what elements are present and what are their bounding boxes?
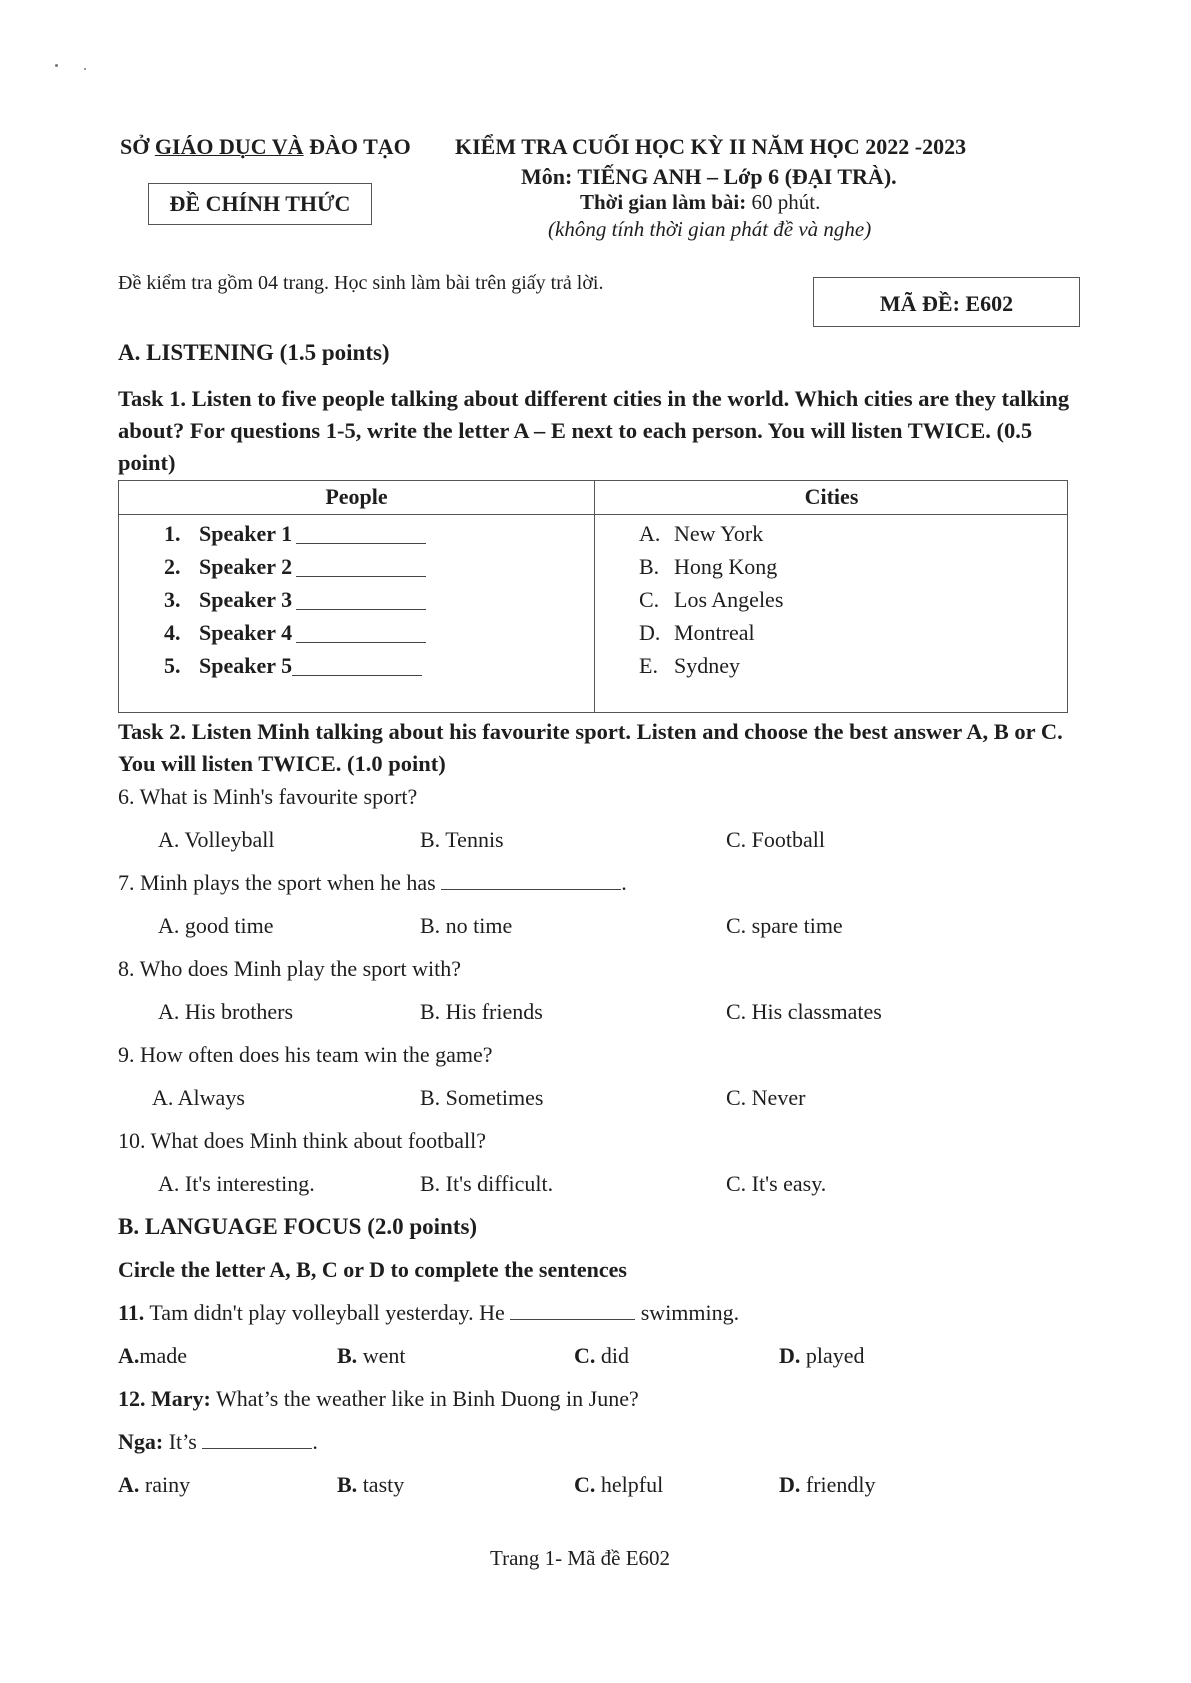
section-b-title: B. LANGUAGE FOCUS (2.0 points) [118,1214,478,1239]
city-row: A. New York [639,520,764,546]
section-b-instruction: Circle the letter A, B, C or D to complete the sentences [118,1257,627,1282]
option-b[interactable]: B. tasty [337,1472,405,1497]
city-list [639,517,783,682]
option-c[interactable]: C. Never [726,1085,806,1110]
option-c[interactable]: C. did [574,1343,630,1368]
task1-instructions: Task 1. Listen to five people talking about different cities in the world. Which cities are they talking about? For questions 1-5, write the letter A – E next to each person. You will listen TWICE. (0.5 point) [118,386,1070,475]
question-7: 7. Minh plays the sport when he has . [118,870,627,895]
option-b[interactable]: B. His friends [420,999,543,1024]
answer-blank[interactable] [296,556,426,577]
question-11: 11. Tam didn't play volleyball yesterday. He swimming. [118,1300,740,1325]
option-c[interactable]: C. spare time [726,913,843,938]
question-12-reply: Nga: It’s . [118,1429,318,1454]
speaker-row: 2. Speaker 2 [164,550,426,583]
answer-blank[interactable] [202,1430,312,1449]
option-c[interactable]: C. Football [726,827,826,852]
speaker-row: 3. Speaker 3 [164,583,426,616]
question-9: 9. How often does his team win the game? [118,1042,493,1067]
option-a[interactable]: A. good time [158,913,274,938]
option-a[interactable]: A. His brothers [158,999,294,1024]
official-badge: ĐỀ CHÍNH THỨC [148,183,372,225]
option-b[interactable]: B. Sometimes [420,1085,544,1110]
city-row: E. Sydney [639,652,740,678]
table-divider [594,481,595,712]
answer-blank[interactable] [441,871,621,890]
question-6: 6. What is Minh's favourite sport? [118,784,418,809]
answer-blank[interactable] [510,1301,635,1320]
option-d[interactable]: D. friendly [779,1472,876,1497]
exam-title: KIỂM TRA CUỐI HỌC KỲ II NĂM HỌC 2022 -2023 [455,134,967,159]
city-row: B. Hong Kong [639,553,778,579]
speaker-row: 4. Speaker 4 [164,616,426,649]
matching-table [118,480,1068,713]
scan-speck [55,64,58,67]
option-c[interactable]: C. His classmates [726,999,882,1024]
scan-speck [84,68,86,70]
option-b[interactable]: B. Tennis [420,827,504,852]
time-note: (không tính thời gian phát đề và nghe) [548,217,872,241]
city-row: D. Montreal [639,619,755,645]
time-line: Thời gian làm bài: 60 phút. [580,190,821,214]
option-a[interactable]: A.made [118,1343,188,1368]
table-header-line [119,514,1067,515]
option-c[interactable]: C. helpful [574,1472,664,1497]
speaker-list [164,517,426,682]
section-a-title: A. LISTENING (1.5 points) [118,340,390,365]
option-a[interactable]: A. Always [152,1085,245,1110]
answer-blank[interactable] [296,589,426,610]
option-d[interactable]: D. played [779,1343,865,1368]
question-12: 12. Mary: What’s the weather like in Binh Duong in June? [118,1386,639,1411]
page-footer: Trang 1- Mã đề E602 [490,1546,671,1570]
question-10: 10. What does Minh think about football? [118,1128,487,1153]
task2-instructions: Task 2. Listen Minh talking about his favourite sport. Listen and choose the best answer A, B or C. You will listen TWICE. (1.0 point) [118,719,1063,776]
speaker-row: 1. Speaker 1 [164,517,426,550]
exam-code-box: MÃ ĐỀ: E602 [813,277,1080,327]
column-header-cities: Cities [804,484,859,509]
option-b[interactable]: B. It's difficult. [420,1171,554,1196]
column-header-people: People [325,484,388,509]
answer-blank[interactable] [292,655,422,676]
option-a[interactable]: A. Volleyball [158,827,275,852]
subject-line: Môn: TIẾNG ANH – Lớp 6 (ĐẠI TRÀ). [521,164,897,189]
option-a[interactable]: A. It's interesting. [158,1171,315,1196]
option-a[interactable]: A. rainy [118,1472,191,1497]
speaker-row: 5. Speaker 5 [164,649,426,682]
answer-blank[interactable] [296,523,426,544]
answer-blank[interactable] [296,622,426,643]
question-8: 8. Who does Minh play the sport with? [118,956,461,981]
intro-text: Đề kiểm tra gồm 04 trang. Học sinh làm bài trên giấy trả lời. [118,272,604,294]
option-c[interactable]: C. It's easy. [726,1171,827,1196]
department-name: SỞ GIÁO DỤC VÀ ĐÀO TẠO [120,134,411,159]
city-row: C. Los Angeles [639,586,784,612]
option-b[interactable]: B. went [337,1343,406,1368]
option-b[interactable]: B. no time [420,913,513,938]
